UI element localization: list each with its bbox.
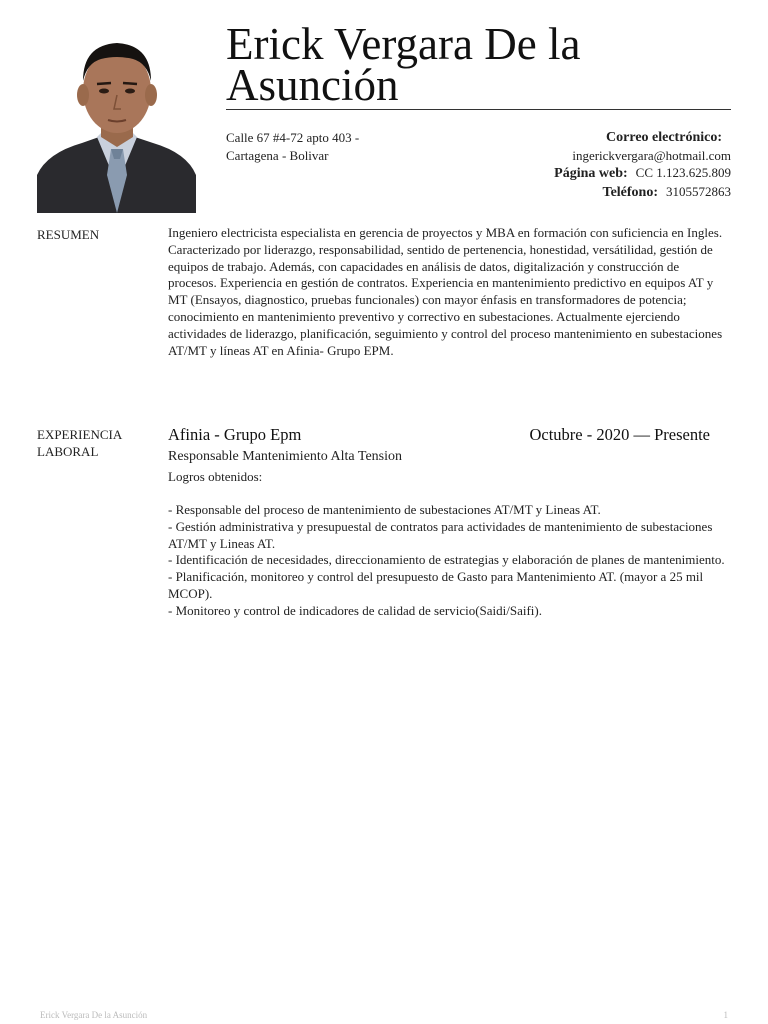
phone-value: 3105572863 xyxy=(666,183,731,199)
email-row xyxy=(411,128,731,147)
achievement-item: - Monitoreo y control de indicadores de calidad de servicio(Saidi/Saifi). xyxy=(168,602,542,618)
experience-label-line-2: LABORAL xyxy=(37,444,99,459)
achievements-heading: Logros obtenidos: xyxy=(168,469,263,484)
achievement-item: - Planificación, monitoreo y control del presupuesto de Gasto para Mantenimiento AT. (mayor a 25 mil MCOP). xyxy=(168,569,704,601)
achievement-item: - Identificación de necesidades, direccionamiento de estrategias y elaboración de planes de mantenimiento. xyxy=(168,552,725,568)
phone-row xyxy=(411,183,731,202)
experience-label-line-1: EXPERIENCIA xyxy=(37,427,123,442)
contact-block xyxy=(411,128,731,201)
job-role: Responsable Mantenimiento Alta Tension xyxy=(168,449,403,464)
summary-section-label: RESUMEN xyxy=(37,227,100,242)
address-line-2: Cartagena - Bolivar xyxy=(226,148,329,163)
experience-section-label xyxy=(37,426,147,460)
web-row xyxy=(411,164,731,183)
email-label: Correo electrónico: xyxy=(606,130,722,145)
summary-text: Ingeniero electricista especialista en gerencia de proyectos y MBA en formación con suficiencia en Ingles. Caracterizado por liderazgo, responsabilidad, sentido de pertenencia, honestidad, versátilidad, gestión de equipos de trabajo. Además, con capacidades en análisis de datos, digitalización y construcción de procesos. Experiencia en gestión de contratos. Experiencia en mantenimiento predictivo en equipos AT y MT (Ensayos, diagnostico, pruebas funcionales) con mayor énfasis en transformadores de potencia; conocimiento en mantenimiento preventivo y correctivo en subestaciones. Actualmente ejerciendo actividades de liderazgo, planificación, seguimiento y control del proceso mantenimiento en subestaciones AT/MT y líneas AT en Afinia- Grupo EPM. xyxy=(168,225,723,358)
achievement-item: - Gestión administrativa y presupuestal de contratos para actividades de mantenimiento de subestaciones AT/MT y Lineas AT. xyxy=(168,518,713,551)
footer-name: Erick Vergara De la Asunción xyxy=(40,1010,148,1020)
portrait-image xyxy=(37,25,196,213)
phone-label: Teléfono: xyxy=(602,184,658,200)
email-value-row xyxy=(411,147,731,165)
job-dates: Octubre - 2020 — Presente xyxy=(529,425,710,444)
email-value[interactable]: ingerickvergara@hotmail.com xyxy=(572,147,731,163)
candidate-name: Erick Vergara De la Asunción xyxy=(226,19,581,110)
profile-photo xyxy=(37,25,196,213)
web-label: Página web: xyxy=(554,166,628,181)
web-value: CC 1.123.625.809 xyxy=(635,165,731,180)
header-divider xyxy=(226,109,731,110)
address-line-1: Calle 67 #4-72 apto 403 - xyxy=(226,130,360,145)
job-company: Afinia - Grupo Epm xyxy=(168,425,302,444)
footer-page-number: 1 xyxy=(723,1010,728,1020)
achievements-list xyxy=(168,502,728,620)
achievement-item: - Responsable del proceso de mantenimiento de subestaciones AT/MT y Lineas AT. xyxy=(168,502,601,517)
